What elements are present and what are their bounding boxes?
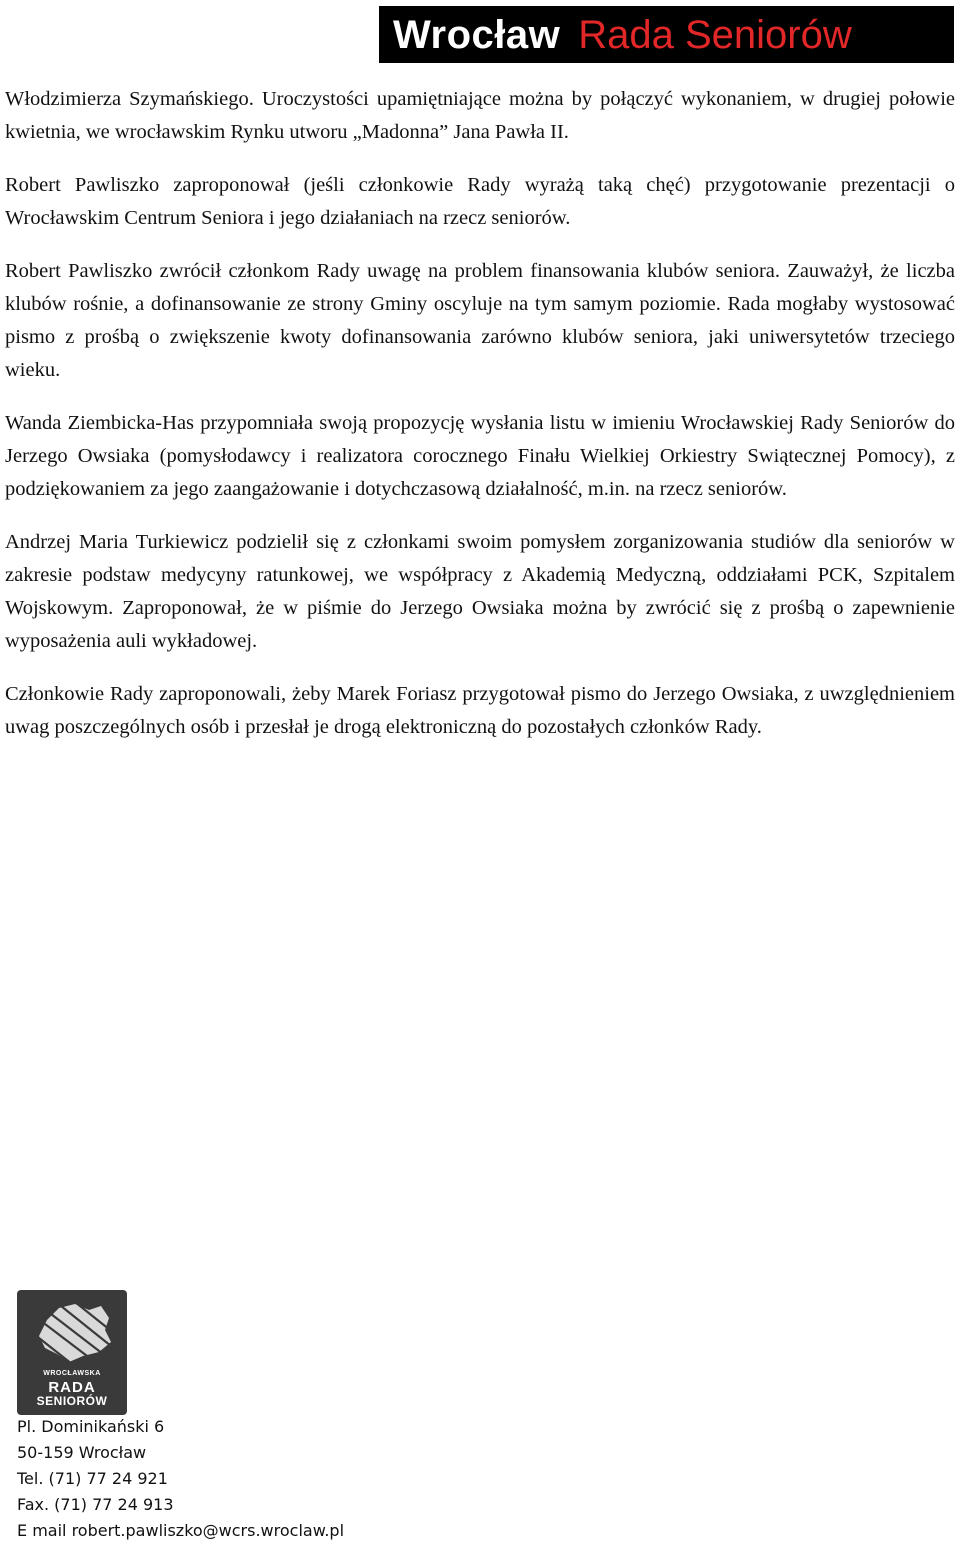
contact-phone: Tel. (71) 77 24 921 (17, 1469, 168, 1488)
contact-email[interactable]: E mail robert.pawliszko@wcrs.wroclaw.pl (17, 1521, 345, 1540)
paragraph-3: Robert Pawliszko zwrócił członkom Rady uwagę na problem finansowania klubów seniora. Zauważył, że liczba klubów rośnie, a dofinansowanie ze strony Gminy oscyluje na tym samym poziomie. Rada mogłaby wystosować pismo z prośbą o zwiększenie kwoty dofinansowania zarówno klubów seniora, jaki uniwersytetów trzeciego wieku. (5, 260, 955, 381)
contact-fax: Fax. (71) 77 24 913 (17, 1495, 174, 1514)
paragraph-6: Członkowie Rady zaproponowali, żeby Marek Foriasz przygotował pismo do Jerzego Owsiaka, z uwzględnieniem uwag poszczególnych osób i przesłał je drogą elektroniczną do pozostałych członków Rady. (5, 683, 955, 738)
logo-line-mid: SENIORÓW (36, 1394, 108, 1408)
contact-street: Pl. Dominikański 6 (17, 1417, 165, 1436)
logo-line-big: RADA (48, 1379, 96, 1396)
brand-city-text: Wrocław (393, 12, 561, 57)
contact-city: 50-159 Wrocław (17, 1443, 147, 1462)
logo-line-small: WROCŁAWSKA (43, 1370, 101, 1377)
contact-block (17, 1414, 344, 1544)
paragraph-5: Andrzej Maria Turkiewicz podzielił się z członkami swoim pomysłem zorganizowania studiów dla seniorów w zakresie podstaw medycyny ratunkowej, we współpracy z Akademią Medyczną, oddziałami PCK, Szpitalem Wojskowym. Zaproponował, że w piśmie do Jerzego Owsiaka można by zwrócić się z prośbą o zapewnienie wyposażenia auli wykładowej. (5, 531, 955, 652)
city-map-icon (17, 1290, 127, 1370)
brand-board-text: Rada Seniorów (578, 12, 852, 57)
council-logo (17, 1290, 127, 1415)
paragraph-2: Robert Pawliszko zaproponował (jeśli członkowie Rady wyrażą taką chęć) przygotowanie prezentacji o Wrocławskim Centrum Seniora i jego działaniach na rzecz seniorów. (5, 174, 955, 229)
document-body (5, 83, 955, 764)
brand-banner (379, 6, 954, 63)
paragraph-4: Wanda Ziembicka-Has przypomniała swoją propozycję wysłania listu w imieniu Wrocławskiej Rady Seniorów do Jerzego Owsiaka (pomysłodawcy i realizatora corocznego Finału Wielkiej Orkiestry Swiątecznej Pomocy), z podziękowaniem za jego zaangażowanie i dotychczasową działalność, m.in. na rzecz seniorów. (5, 412, 955, 500)
paragraph-1: Włodzimierza Szymańskiego. Uroczystości upamiętniające można by połączyć wykonaniem, w drugiej połowie kwietnia, we wrocławskim Rynku utworu „Madonna” Jana Pawła II. (5, 88, 955, 143)
